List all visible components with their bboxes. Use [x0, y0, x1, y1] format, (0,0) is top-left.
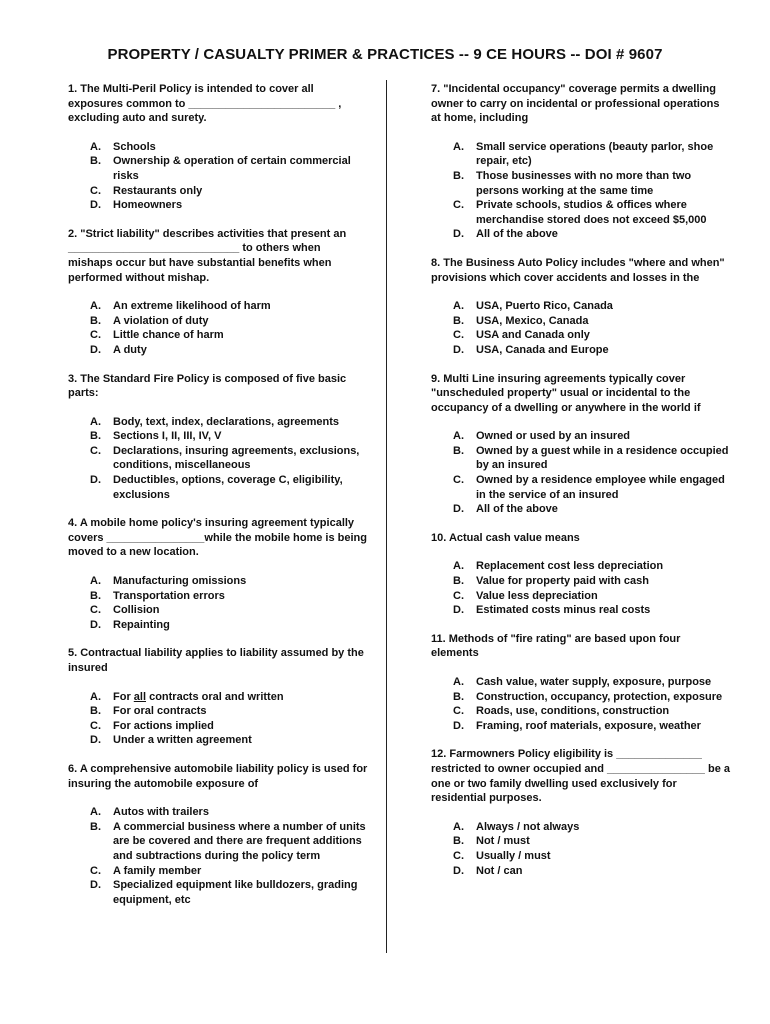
option-text: Repainting — [113, 618, 170, 631]
option-text: Cash value, water supply, exposure, purpose — [476, 676, 712, 688]
answer-option — [453, 299, 731, 314]
answer-options — [431, 429, 731, 517]
answer-option — [90, 864, 368, 879]
option-letter: D. — [453, 719, 464, 732]
option-text: Under a written agreement — [113, 734, 252, 747]
option-text: An extreme likelihood of harm — [113, 300, 271, 313]
option-letter: D. — [453, 503, 464, 516]
option-letter: C. — [90, 444, 101, 457]
option-text: Small service operations (beauty parlor, shoe repair, etc) — [476, 140, 714, 168]
question-block — [431, 531, 731, 618]
option-text: Owned or used by an insured — [476, 430, 631, 443]
answer-options — [68, 690, 368, 748]
question-block — [68, 372, 368, 503]
answer-option — [90, 184, 368, 199]
answer-options — [68, 574, 368, 632]
answer-options — [68, 805, 368, 907]
question-block — [431, 747, 731, 878]
answer-options — [431, 140, 731, 242]
option-text: For actions implied — [113, 719, 214, 732]
option-text: USA, Mexico, Canada — [476, 314, 589, 327]
question-block — [68, 227, 368, 358]
option-text: Value for property paid with cash — [476, 575, 649, 588]
answer-option — [90, 574, 368, 589]
option-letter: D. — [90, 343, 101, 356]
answer-option — [90, 805, 368, 820]
answer-option — [453, 314, 731, 329]
option-letter: B. — [90, 314, 101, 327]
page-title: PROPERTY / CASUALTY PRIMER & PRACTICES -- 9 CE HOURS -- DOI # 9607 — [107, 46, 663, 63]
option-letter: A. — [90, 690, 101, 703]
option-text: USA and Canada only — [476, 329, 590, 342]
option-letter: A. — [90, 806, 101, 819]
answer-option — [453, 502, 731, 517]
question-text: 9. Multi Line insuring agreements typically cover "unscheduled property" usual or incidental to the occupancy of a dwelling or anywhere in the world if — [431, 372, 701, 414]
answer-options — [431, 299, 731, 357]
option-text: Estimated costs minus real costs — [476, 604, 651, 617]
question-text: 1. The Multi-Peril Policy is intended to cover all exposures common to ________________________ , excluding auto and surety. — [68, 83, 342, 125]
question-text: 4. A mobile home policy's insuring agreement typically covers ________________while the mobile home is being moved to a new location. — [68, 517, 367, 559]
option-text: Sections I, II, III, IV, V — [113, 430, 222, 443]
option-text: Not / must — [476, 835, 530, 848]
answer-option — [90, 429, 368, 444]
option-text: Declarations, insuring agreements, exclusions, conditions, miscellaneous — [113, 444, 360, 472]
option-text: USA, Canada and Europe — [476, 343, 609, 356]
option-letter: C. — [453, 474, 464, 487]
option-text-underlined: all — [133, 690, 147, 703]
answer-option — [90, 473, 368, 502]
question-text: 5. Contractual liability applies to liability assumed by the insured — [68, 647, 364, 674]
option-text: Usually / must — [476, 849, 551, 862]
answer-option — [453, 589, 731, 604]
answer-option — [453, 328, 731, 343]
answer-option — [453, 444, 731, 473]
option-letter: C. — [90, 184, 101, 197]
answer-option — [453, 820, 731, 835]
answer-option — [453, 849, 731, 864]
option-letter: C. — [90, 719, 101, 732]
option-letter: A. — [90, 415, 101, 428]
option-text: Roads, use, conditions, construction — [476, 705, 670, 718]
option-text: Owned by a residence employee while engaged in the service of an insured — [476, 474, 725, 501]
option-letter: B. — [453, 444, 464, 457]
left-column — [68, 82, 368, 921]
option-text: USA, Puerto Rico, Canada — [476, 300, 613, 313]
option-letter: B. — [453, 835, 464, 848]
option-letter: D. — [453, 343, 464, 356]
answer-option — [90, 415, 368, 430]
option-letter: D. — [90, 474, 101, 487]
answer-options — [68, 299, 368, 357]
answer-option — [90, 603, 368, 618]
answer-option — [90, 878, 368, 907]
option-letter: C. — [453, 705, 464, 718]
answer-option — [453, 429, 731, 444]
option-letter: A. — [453, 560, 464, 573]
answer-option — [453, 343, 731, 358]
question-block — [431, 632, 731, 734]
option-letter: C. — [90, 604, 101, 617]
option-letter: C. — [453, 329, 464, 342]
option-letter: C. — [453, 849, 464, 862]
answer-option — [453, 704, 731, 719]
answer-option — [90, 314, 368, 329]
option-text: A duty — [113, 343, 147, 356]
option-letter: A. — [453, 300, 464, 313]
question-text: 6. A comprehensive automobile liability policy is used for insuring the automobile exposure of — [68, 762, 368, 790]
answer-option — [453, 719, 731, 734]
answer-option — [453, 834, 731, 849]
answer-option — [90, 198, 368, 213]
option-letter: D. — [90, 618, 101, 631]
option-text: Schools — [113, 140, 156, 153]
answer-option — [90, 140, 368, 155]
question-text: 7. "Incidental occupancy" coverage permits a dwelling owner to carry on incidental or professional operations at home, including — [431, 83, 720, 125]
answer-option — [453, 864, 731, 879]
question-block — [68, 82, 368, 213]
option-letter: D. — [453, 604, 464, 617]
option-letter: B. — [90, 820, 101, 833]
answer-option — [90, 719, 368, 734]
answer-options — [68, 415, 368, 503]
option-letter: C. — [90, 864, 101, 877]
option-text: A family member — [113, 864, 202, 877]
answer-option — [90, 299, 368, 314]
option-text: Collision — [113, 604, 160, 617]
answer-option — [90, 704, 368, 719]
option-text: Owned by a guest while in a residence occupied by an insured — [476, 444, 729, 472]
answer-option — [90, 618, 368, 633]
option-text: A violation of duty — [113, 314, 209, 327]
question-text: 10. Actual cash value means — [431, 531, 580, 544]
option-letter: A. — [90, 140, 101, 153]
answer-option — [453, 227, 731, 242]
option-text: Autos with trailers — [113, 806, 209, 819]
option-letter: D. — [90, 199, 101, 212]
option-letter: B. — [90, 589, 101, 602]
option-letter: B. — [453, 690, 464, 703]
answer-option — [90, 328, 368, 343]
question-block — [431, 256, 731, 358]
option-letter: C. — [453, 589, 464, 602]
option-letter: B. — [90, 155, 101, 168]
option-letter: B. — [453, 575, 464, 588]
answer-option — [453, 675, 731, 690]
option-letter: C. — [90, 329, 101, 342]
question-text: 3. The Standard Fire Policy is composed of five basic parts: — [68, 372, 347, 400]
answer-option — [453, 140, 731, 169]
option-text: A commercial business where a number of units are be covered and there are frequent additions and subtractions during the policy term — [113, 820, 366, 862]
answer-option — [90, 343, 368, 358]
option-letter: C. — [453, 199, 464, 212]
question-block — [68, 762, 368, 907]
option-text: All of the above — [476, 503, 558, 516]
answer-option — [90, 154, 368, 183]
option-text-post: contracts oral and written — [146, 690, 284, 703]
option-text: Value less depreciation — [476, 589, 598, 602]
answer-option — [453, 690, 731, 705]
option-text: Those businesses with no more than two persons working at the same time — [476, 169, 692, 197]
option-letter: A. — [453, 430, 464, 443]
option-text: Restaurants only — [113, 184, 203, 197]
answer-option — [453, 198, 731, 227]
option-letter: D. — [453, 228, 464, 241]
option-letter: B. — [453, 314, 464, 327]
option-text: Framing, roof materials, exposure, weather — [476, 719, 701, 732]
column-divider — [386, 80, 387, 953]
answer-option — [90, 733, 368, 748]
answer-option — [90, 820, 368, 864]
answer-options — [68, 140, 368, 213]
option-text: Specialized equipment like bulldozers, grading equipment, etc — [113, 879, 358, 906]
answer-option — [90, 444, 368, 473]
answer-options — [431, 559, 731, 617]
option-text: Construction, occupancy, protection, exposure — [476, 690, 723, 703]
option-text: Always / not always — [476, 820, 580, 833]
option-text: For oral contracts — [113, 705, 207, 718]
option-text — [113, 690, 368, 705]
option-text: Not / can — [476, 864, 523, 877]
question-block — [68, 646, 368, 748]
question-block — [431, 82, 731, 242]
option-letter: A. — [90, 300, 101, 313]
answer-options — [431, 675, 731, 733]
question-text: 12. Farmowners Policy eligibility is ______________ restricted to owner occupied and ________________ be a one or two family dwelling used exclusively for residential purposes. — [431, 748, 730, 805]
answer-option — [453, 574, 731, 589]
option-letter: A. — [90, 575, 101, 588]
option-letter: D. — [90, 734, 101, 747]
option-text: Deductibles, options, coverage C, eligibility, exclusions — [113, 474, 343, 501]
option-text: Ownership & operation of certain commercial risks — [113, 155, 351, 182]
option-text: Transportation errors — [113, 589, 225, 602]
option-text: Replacement cost less depreciation — [476, 560, 664, 573]
option-text: All of the above — [476, 228, 558, 241]
option-text: Little chance of harm — [113, 329, 224, 342]
option-letter: D. — [90, 879, 101, 892]
answer-option — [90, 690, 368, 705]
answer-option — [453, 559, 731, 574]
answer-option — [453, 473, 731, 502]
option-text: Manufacturing omissions — [113, 575, 247, 588]
question-block — [68, 516, 368, 632]
question-text: 11. Methods of "fire rating" are based upon four elements — [431, 632, 681, 660]
option-letter: B. — [90, 705, 101, 718]
question-text: 2. "Strict liability" describes activities that present an ____________________________ to others when mishaps occur but have substantial benefits when performed without mishap. — [68, 227, 347, 284]
option-text: Homeowners — [113, 199, 183, 212]
question-block — [431, 372, 731, 517]
option-text: Body, text, index, declarations, agreements — [113, 415, 339, 428]
right-column — [431, 82, 731, 892]
option-text-pre: For — [113, 690, 134, 703]
option-text: Private schools, studios & offices where merchandise stored does not exceed $5,000 — [476, 199, 707, 226]
option-letter: A. — [453, 140, 464, 153]
answer-option — [90, 589, 368, 604]
question-text: 8. The Business Auto Policy includes "where and when" provisions which cover accidents and losses in the — [431, 256, 725, 284]
option-letter: B. — [90, 430, 101, 443]
answer-options — [431, 820, 731, 878]
answer-option — [453, 603, 731, 618]
option-letter: A. — [453, 820, 464, 833]
option-letter: B. — [453, 169, 464, 182]
option-letter: A. — [453, 676, 464, 688]
option-letter: D. — [453, 864, 464, 877]
answer-option — [453, 169, 731, 198]
